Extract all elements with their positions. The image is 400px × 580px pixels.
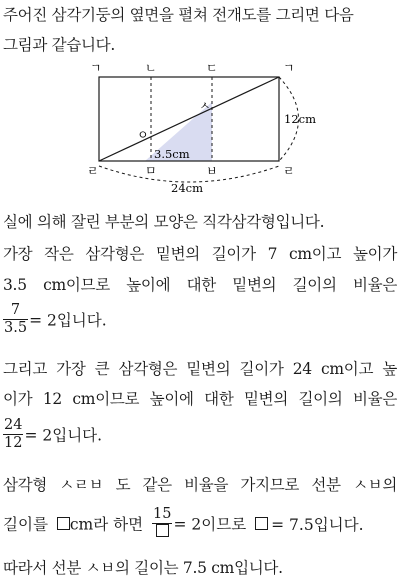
p4b-mid: cm라 하면 [69,515,144,534]
fraction-1-tail: = 2입니다. [29,311,107,330]
intro-line-2: 그림과 같습니다. [3,36,115,54]
body-p3b: 이가 12 cm이므로 높이에 대한 밑변의 길이의 비율은 [3,390,397,408]
label-bottom-b: ㅂ [206,164,218,178]
fraction-3-numerator: 15 [153,506,172,522]
fraction-3-denominator [152,523,172,541]
body-p2b: 3.5 cm이므로 높이에 대한 밑변의 길이의 비율은 [3,276,397,294]
fraction-2-numerator: 24 [4,417,23,433]
p4b-end: = 7.5입니다. [271,515,364,534]
fraction-2 [3,417,23,452]
label-bottom-m: ㅁ [145,164,157,178]
dim-inner-label: 3.5cm [154,147,190,161]
unknown-box-2 [156,524,169,537]
body-p3a: 그리고 가장 큰 삼각형은 밑변의 길이가 24 cm이고 높 [3,360,397,378]
dim-width-label: 24cm [171,181,203,195]
p4b-start: 길이를 [3,515,48,534]
label-top-right: ㄱ [283,61,295,75]
unknown-box-1 [57,517,70,530]
label-top-n: ㄴ [145,61,157,75]
fraction-line-2 [3,417,102,452]
body-p1: 실에 의해 잘린 부분의 모양은 직각삼각형입니다. [3,213,325,231]
fraction-1-numerator: 7 [10,302,21,318]
label-bottom-left: ㄹ [87,164,99,178]
body-p4b [3,506,364,541]
fraction-1 [3,302,28,337]
fraction-2-tail: = 2입니다. [24,426,103,445]
width-arc [99,166,279,182]
fraction-line-1 [3,302,107,337]
fraction-3 [152,506,172,541]
dim-height-label: 12cm [284,112,316,126]
label-top-d: ㄷ [206,61,218,75]
intro-line-1: 주어진 삼각기둥의 옆면을 펼쳐 전개도를 그리면 다음 [3,6,354,24]
label-point-o: ㅇ [137,128,149,142]
label-point-s: ㅅ [199,99,211,113]
label-bottom-right: ㄹ [283,164,295,178]
net-diagram [0,58,400,200]
body-p2a: 가장 작은 삼각형은 밑변의 길이가 7 cm이고 높이가 [3,245,397,263]
unknown-box-3 [255,517,268,530]
body-p4a: 삼각형 ㅅㄹㅂ 도 같은 비율을 가지므로 선분 ㅅㅂ의 [3,476,397,494]
body-p5: 따라서 선분 ㅅㅂ의 길이는 7.5 cm입니다. [3,559,283,577]
fraction-2-denominator: 12 [4,435,23,451]
p4b-eq: = 2이므로 [173,515,247,534]
label-top-left: ㄱ [90,61,102,75]
fraction-1-denominator: 3.5 [4,320,28,336]
